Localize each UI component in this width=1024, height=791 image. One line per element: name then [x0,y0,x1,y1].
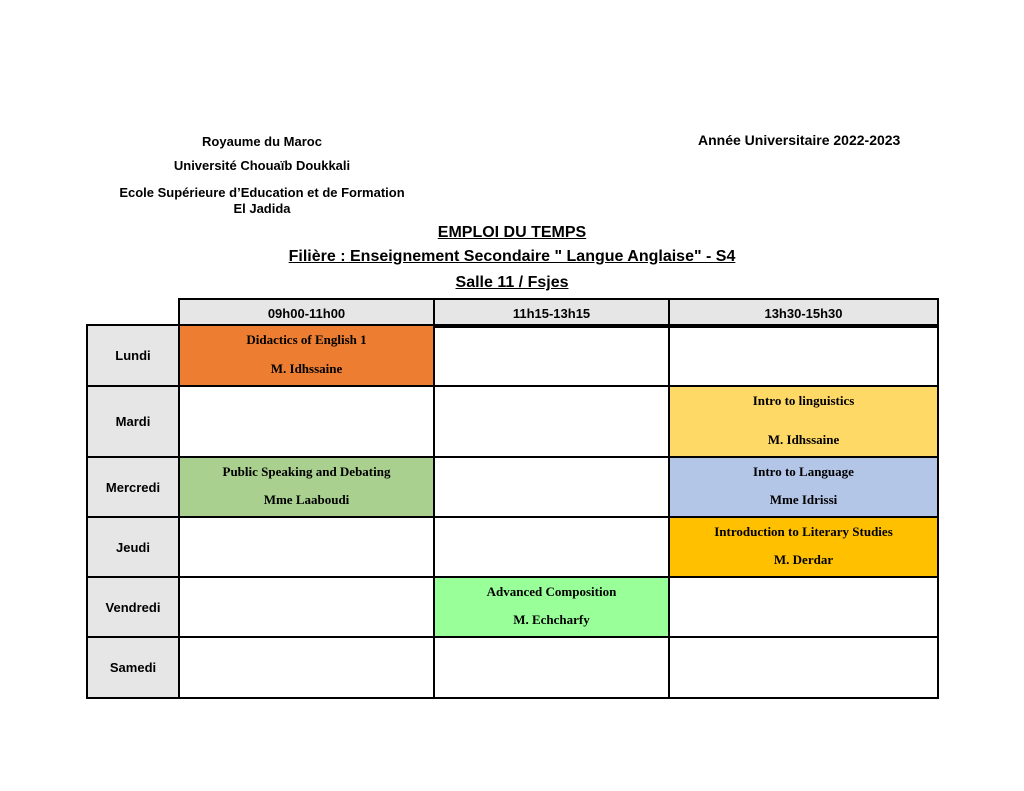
empty-cell [178,385,435,458]
empty-cell [178,636,435,699]
empty-cell [433,324,670,387]
day-label: Lundi [115,348,151,363]
course-name: Advanced Composition [486,584,617,599]
empty-cell [433,516,670,578]
school-name: Ecole Supérieure d’Education et de Formation [119,185,405,200]
empty-cell [178,516,435,578]
day-label: Vendredi [105,599,161,615]
page-title: EMPLOI DU TEMPS [437,224,587,241]
day-header [86,576,180,638]
academic-year: Année Universitaire 2022-2023 [698,132,901,148]
day-label: Samedi [109,660,157,675]
empty-cell [433,636,670,699]
course-cell [668,456,939,518]
course-cell [178,324,435,387]
day-header [86,516,180,578]
empty-cell [668,576,939,638]
empty-cell [433,456,670,518]
time-slot-label: 13h30-15h30 [764,305,843,321]
course-name: Public Speaking and Debating [222,464,391,479]
course-name: Intro to Language [753,464,854,479]
empty-cell [178,576,435,638]
teacher-name: M. Derdar [773,552,834,567]
day-label: Mercredi [105,479,161,495]
day-header [86,385,180,458]
course-name: Didactics of English 1 [246,332,367,347]
teacher-name: M. Echcharfy [513,612,590,627]
day-label: Mardi [115,414,151,429]
course-cell [668,516,939,578]
empty-cell [668,636,939,699]
course-name: Introduction to Literary Studies [714,524,893,539]
day-label: Jeudi [116,539,150,555]
teacher-name: Mme Laaboudi [263,492,350,507]
day-header [86,324,180,387]
program-subtitle: Filière : Enseignement Secondaire " Langue Anglaise" - S4 [288,248,736,265]
teacher-name: M. Idhssaine [767,432,840,447]
teacher-name: Mme Idrissi [769,492,838,507]
empty-cell [433,385,670,458]
course-name: Intro to linguistics [752,393,855,408]
day-header [86,636,180,699]
day-header [86,456,180,518]
time-slot-label: 09h00-11h00 [267,305,346,321]
teacher-name: M. Idhssaine [270,361,343,376]
room-subtitle: Salle 11 / Fsjes [455,274,569,291]
course-cell [178,456,435,518]
kingdom-label: Royaume du Maroc [202,134,322,149]
course-cell [433,576,670,638]
school-city: El Jadida [233,201,291,216]
empty-cell [668,324,939,387]
university-label: Université Chouaïb Doukkali [173,158,351,173]
course-cell [668,385,939,458]
time-slot-label: 11h15-13h15 [512,305,591,321]
